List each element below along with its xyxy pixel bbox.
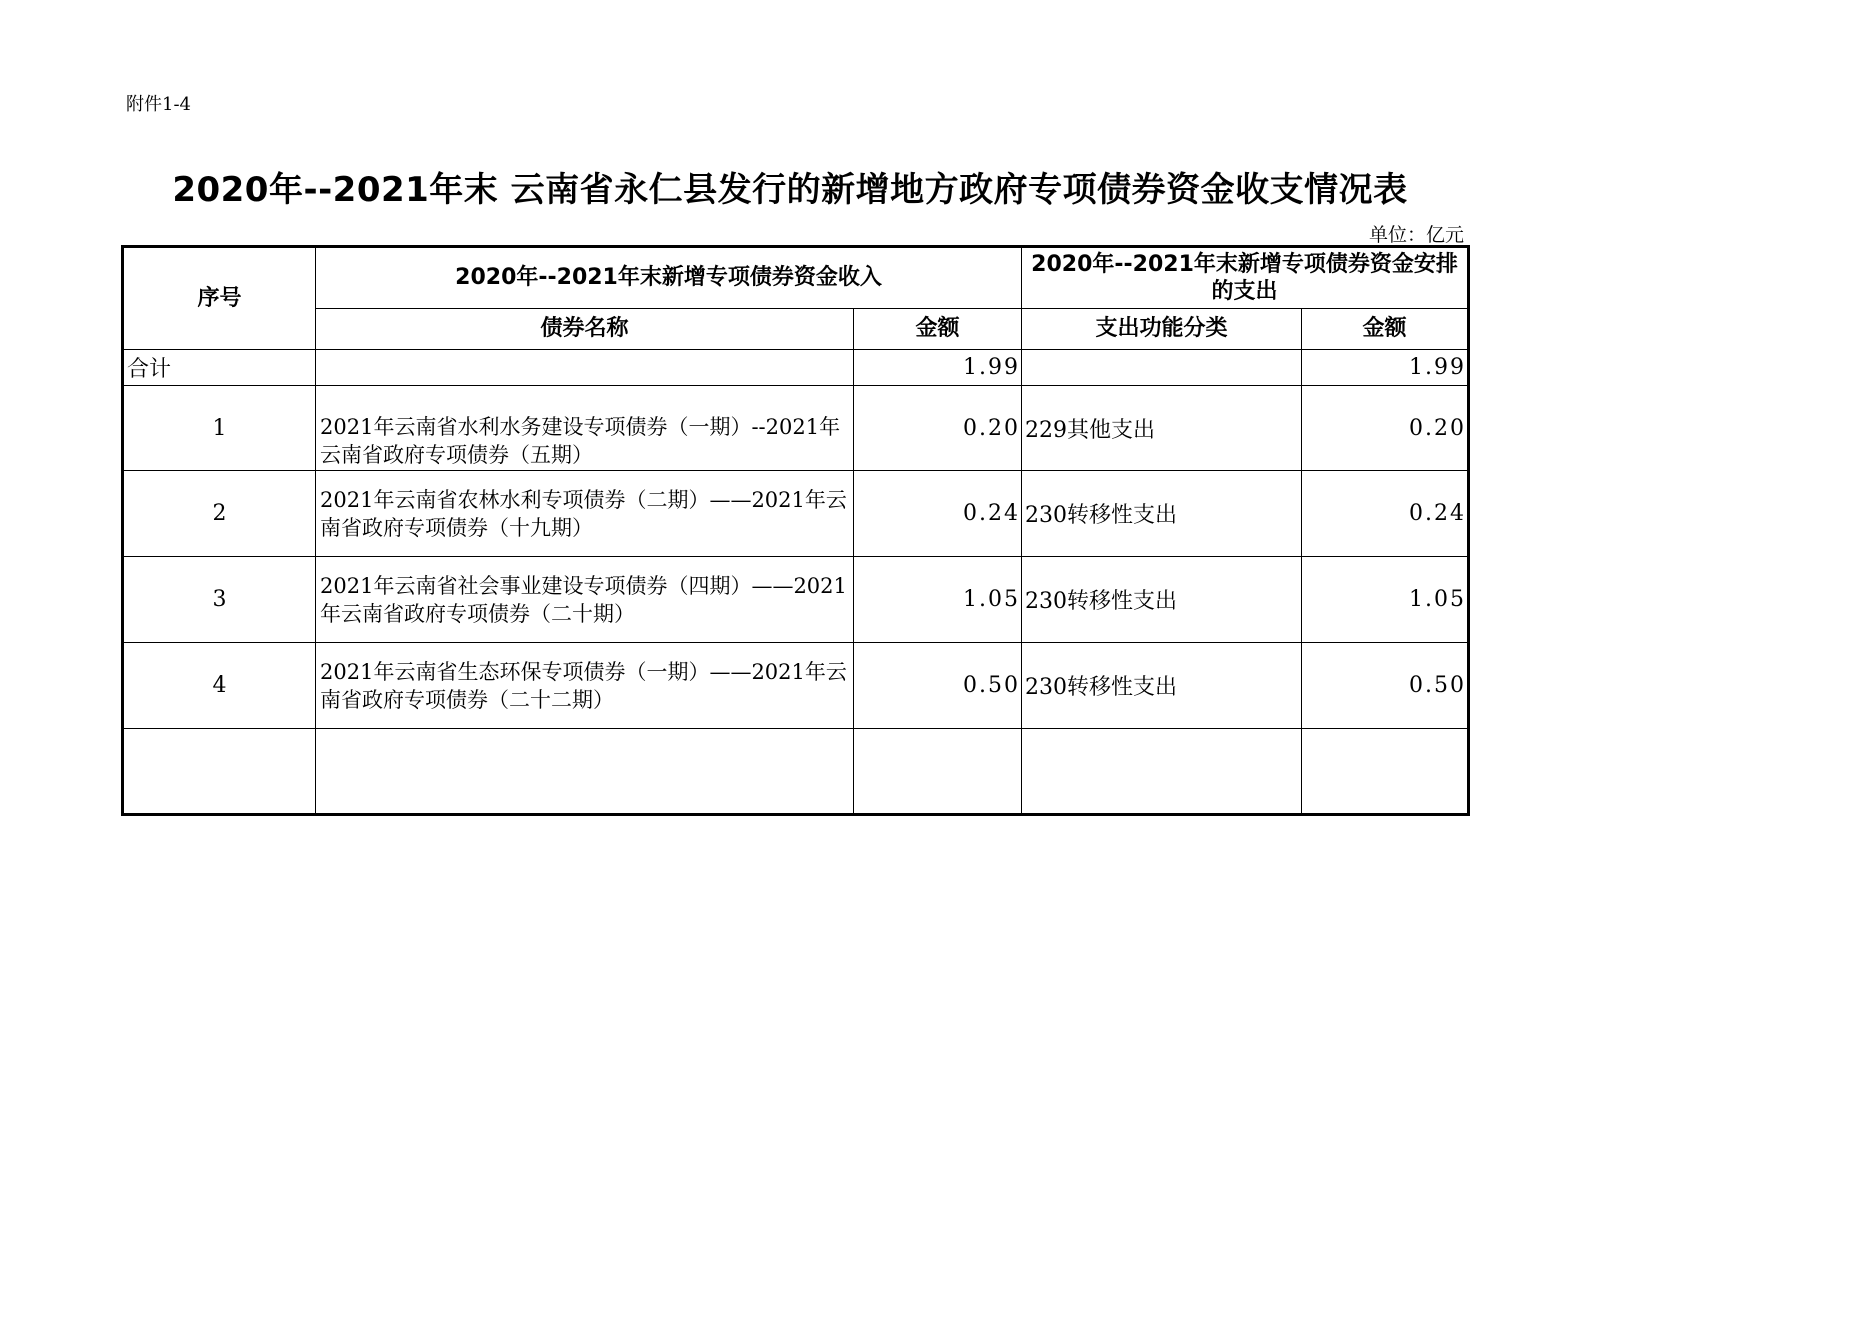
header-income-group: 2020年--2021年末新增专项债券资金收入 bbox=[316, 247, 1022, 309]
page-title: 2020年--2021年末 云南省永仁县发行的新增地方政府专项债券资金收支情况表 bbox=[172, 170, 1408, 210]
empty-cell bbox=[1022, 729, 1302, 815]
table-row bbox=[123, 471, 1469, 557]
row-expense-category: 230转移性支出 bbox=[1022, 557, 1302, 643]
empty-cell bbox=[316, 729, 854, 815]
row-income-amount: 0.50 bbox=[854, 643, 1022, 729]
row-index: 3 bbox=[123, 557, 316, 643]
total-income-amount: 1.99 bbox=[854, 350, 1022, 386]
header-expense-category: 支出功能分类 bbox=[1022, 309, 1302, 350]
row-index: 2 bbox=[123, 471, 316, 557]
row-index: 1 bbox=[123, 386, 316, 471]
row-expense-amount: 0.24 bbox=[1302, 471, 1469, 557]
table-header-row-1 bbox=[123, 247, 1469, 309]
empty-row bbox=[123, 729, 1469, 815]
total-category-empty bbox=[1022, 350, 1302, 386]
row-expense-amount: 0.50 bbox=[1302, 643, 1469, 729]
row-expense-category: 230转移性支出 bbox=[1022, 643, 1302, 729]
bond-funds-table bbox=[121, 245, 1470, 816]
row-bond-name: 2021年云南省农林水利专项债券（二期）——2021年云南省政府专项债券（十九期） bbox=[316, 471, 854, 557]
row-income-amount: 1.05 bbox=[854, 557, 1022, 643]
table-row bbox=[123, 386, 1469, 471]
unit-label: 单位：亿元 bbox=[1368, 224, 1464, 246]
total-expense-amount: 1.99 bbox=[1302, 350, 1469, 386]
header-income-amount: 金额 bbox=[854, 309, 1022, 350]
table-row bbox=[123, 643, 1469, 729]
row-bond-name: 2021年云南省生态环保专项债券（一期）——2021年云南省政府专项债券（二十二期） bbox=[316, 643, 854, 729]
attachment-label: 附件1-4 bbox=[126, 94, 191, 115]
table-row bbox=[123, 557, 1469, 643]
total-row bbox=[123, 350, 1469, 386]
row-bond-name-text: 2021年云南省水利水务建设专项债券（一期）--2021年云南省政府专项债券（五期） bbox=[320, 415, 841, 467]
row-expense-amount: 0.20 bbox=[1302, 386, 1469, 471]
row-bond-name bbox=[316, 386, 854, 471]
row-income-amount: 0.20 bbox=[854, 386, 1022, 471]
row-income-amount: 0.24 bbox=[854, 471, 1022, 557]
total-label: 合计 bbox=[123, 350, 316, 386]
empty-cell bbox=[123, 729, 316, 815]
row-bond-name: 2021年云南省社会事业建设专项债券（四期）——2021年云南省政府专项债券（二十期） bbox=[316, 557, 854, 643]
row-index: 4 bbox=[123, 643, 316, 729]
header-expense-group: 2020年--2021年末新增专项债券资金安排的支出 bbox=[1022, 247, 1469, 309]
empty-cell bbox=[1302, 729, 1469, 815]
header-index: 序号 bbox=[123, 247, 316, 350]
row-expense-category: 230转移性支出 bbox=[1022, 471, 1302, 557]
header-expense-amount: 金额 bbox=[1302, 309, 1469, 350]
row-expense-category: 229其他支出 bbox=[1022, 386, 1302, 471]
header-bond-name: 债券名称 bbox=[316, 309, 854, 350]
total-bond-name-empty bbox=[316, 350, 854, 386]
row-expense-amount: 1.05 bbox=[1302, 557, 1469, 643]
empty-cell bbox=[854, 729, 1022, 815]
table-header-row-2 bbox=[123, 309, 1469, 350]
